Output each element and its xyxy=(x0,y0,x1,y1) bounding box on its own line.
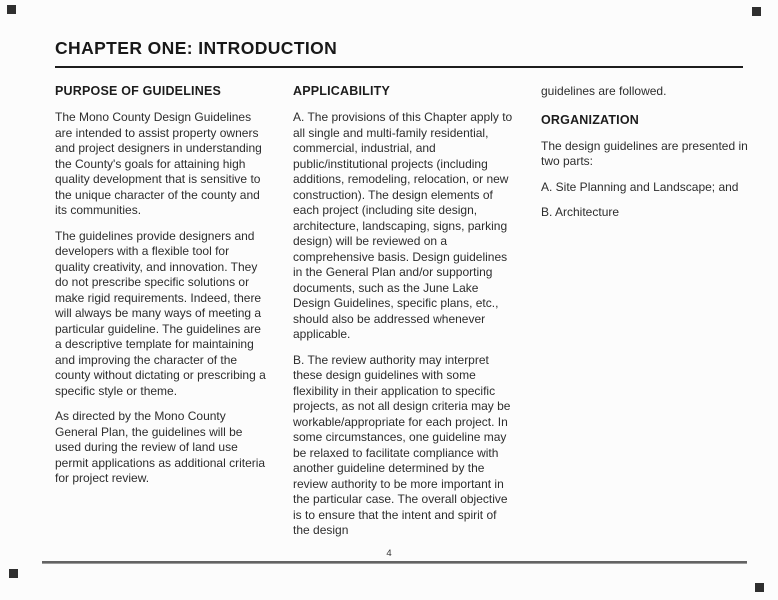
purpose-paragraph-1: The Mono County Design Guidelines are intended to assist property owners and project designers in understanding the County's goals for attaining high quality development that is sensitive to the unique character of the county and its communities. xyxy=(55,110,262,217)
column-organization xyxy=(541,84,759,549)
column-applicability xyxy=(293,84,513,549)
purpose-of-guidelines-heading: PURPOSE OF GUIDELINES xyxy=(55,84,222,98)
corner-registration-mark-bottom-left xyxy=(9,569,18,578)
chapter-title-rule xyxy=(55,66,743,68)
applicability-heading: APPLICABILITY xyxy=(293,84,391,98)
purpose-paragraph-3: As directed by the Mono County General Plan, the guidelines will be used during the review of land use permit applications as additional criteria for project review. xyxy=(55,409,266,485)
applicability-paragraph-a: A. The provisions of this Chapter apply to all single and multi-family residential, commercial, industrial, and public/institutional projects (including additions, remodeling, relocation, or new construction). The design elements of each project (including site design, architecture, landscaping, signs, parking design) will be reviewed on a comprehensive basis. Design guidelines in the General Plan and/or supporting documents, such as the June Lake Design Guidelines, specific plans, etc., should also be addressed whenever applicable. xyxy=(293,110,513,341)
corner-registration-mark-top-left xyxy=(7,5,16,14)
corner-registration-mark-top-right xyxy=(752,7,761,16)
purpose-paragraph-2: The guidelines provide designers and developers with a flexible tool for quality creativity, and innovation. They do not prescribe specific solutions or make rigid requirements. Indeed, there will always be many ways of meeting a particular guideline. The guidelines are a descriptive template for maintaining and improving the character of the county without dictating or prescribing a specific style or theme. xyxy=(55,228,266,398)
content-columns xyxy=(55,84,759,549)
organization-intro-paragraph: The design guidelines are presented in two parts: xyxy=(541,138,748,168)
organization-item-b: B. Architecture xyxy=(541,205,620,219)
footer-rule xyxy=(42,561,747,564)
chapter-title: CHAPTER ONE: INTRODUCTION xyxy=(55,38,338,58)
organization-item-a: A. Site Planning and Landscape; and xyxy=(541,179,739,194)
organization-heading: ORGANIZATION xyxy=(541,112,639,127)
applicability-continuation-text: guidelines are followed. xyxy=(541,84,667,98)
page-number: 4 xyxy=(386,548,392,559)
corner-registration-mark-bottom-right xyxy=(755,583,764,592)
applicability-paragraph-b: B. The review authority may interpret these design guidelines with some flexibility in their application to specific projects, as not all design criteria may be workable/appropriate for each project. In some circumstances, one guideline may be relaxed to facilitate compliance with another guideline determined by the review authority to be more important in the particular case. The overall objective is to ensure that the intent and spirit of the design xyxy=(293,352,511,537)
column-purpose-of-guidelines xyxy=(55,84,267,549)
